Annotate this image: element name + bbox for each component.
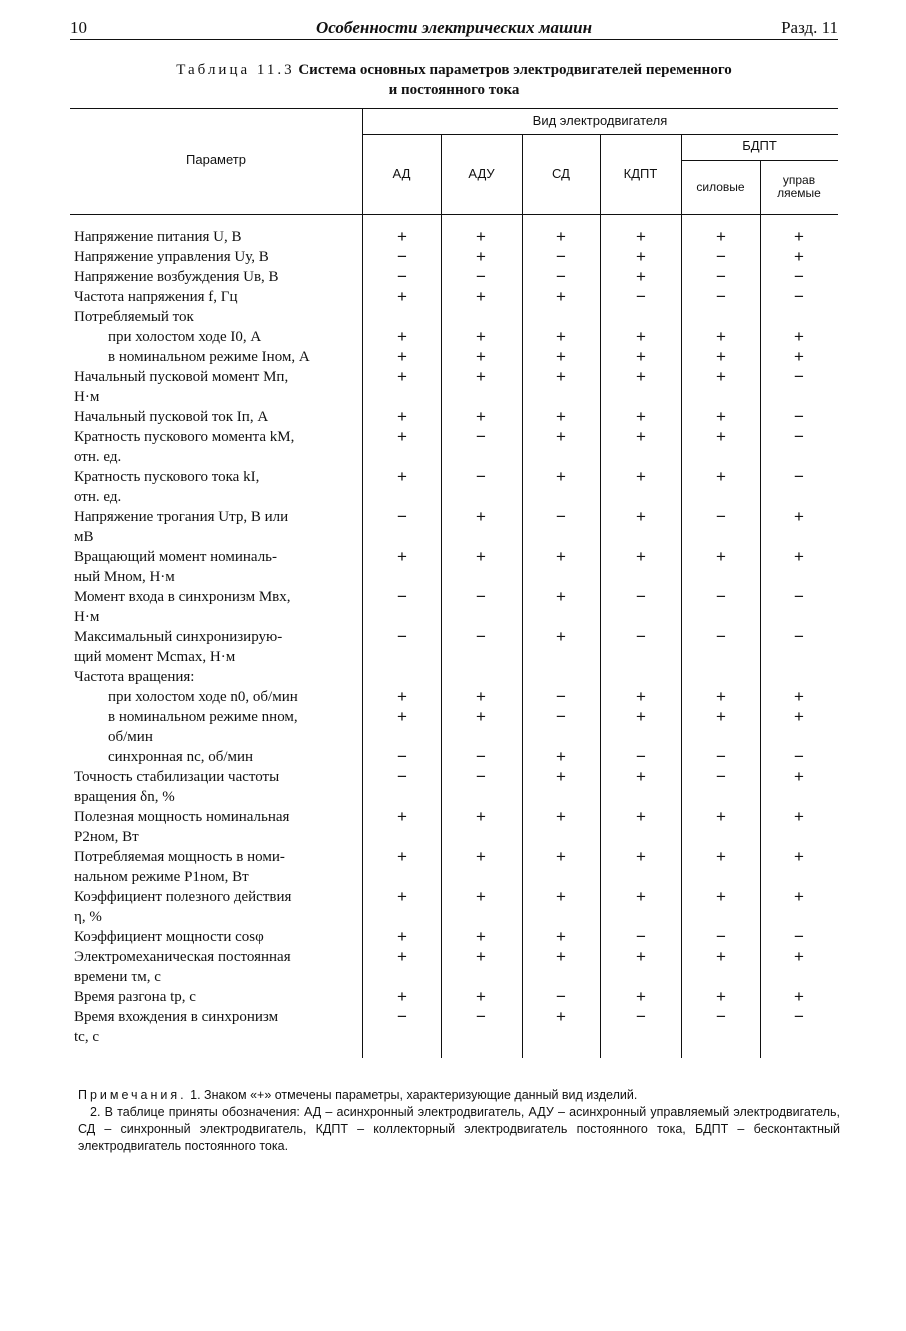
cell-mark: + [794,807,804,826]
cell-mark: + [716,947,726,966]
cell-mark: + [636,327,646,346]
cell-mark: + [397,467,407,486]
cell-mark: + [636,247,646,266]
header-param: Параметр [186,152,246,167]
cell-mark: + [476,947,486,966]
row-label [74,247,358,267]
cell-mark: − [794,747,804,766]
cell-mark: + [794,687,804,706]
cell-mark: + [397,347,407,366]
header-adu: АДУ [468,166,495,181]
cell-mark: − [556,707,566,726]
cell-mark: − [476,627,486,646]
cell-mark: + [556,1007,566,1026]
row-label [108,327,358,347]
cell-mark: − [716,1007,726,1026]
row-label [74,587,358,627]
cell-mark: − [556,507,566,526]
row-label-line: при холостом ходе I0, А [108,329,262,345]
cell-mark: − [716,247,726,266]
cell-mark: + [476,367,486,386]
cell-mark: + [556,327,566,346]
cell-mark: + [636,367,646,386]
cell-mark: + [476,507,486,526]
row-label-line: отн. ед. [74,489,122,505]
cell-mark: + [716,987,726,1006]
row-label-line: при холостом ходе n0, об/мин [108,689,298,705]
row-label-line: Начальный пусковой момент Мп, [74,369,289,385]
cell-mark: + [716,347,726,366]
row-label [74,847,358,887]
row-label-line: Частота напряжения f, Гц [74,289,238,305]
cell-mark: + [636,407,646,426]
cell-mark: + [794,327,804,346]
row-label-line: Коэффициент полезного действия [74,889,292,905]
row-label-line: Время разгона tр, с [74,989,196,1005]
cell-mark: + [556,807,566,826]
cell-mark: + [716,467,726,486]
cell-mark: + [794,847,804,866]
note-2: 2. В таблице приняты обозначения: АД – асинхронный электродвигатель, АДУ – асинхронный управляемый электродвигатель, СД – синхронный электродвигатель, КДПТ – коллекторный электродвигатель постоянного тока, БДПТ – бесконтактный электродвигатель постоянного тока. [78,1105,840,1153]
cell-mark: − [476,427,486,446]
row-label [74,267,358,287]
cell-mark: + [556,627,566,646]
cell-mark: + [556,767,566,786]
cell-mark: + [636,767,646,786]
cell-mark: + [794,227,804,246]
cell-mark: + [794,947,804,966]
row-label [74,927,358,947]
cell-mark: − [556,687,566,706]
cell-mark: + [397,687,407,706]
row-label [74,947,358,987]
cell-mark: + [716,887,726,906]
row-label [74,1007,358,1047]
cell-mark: − [794,1007,804,1026]
cell-mark: + [397,367,407,386]
row-label [74,807,358,847]
cell-mark: + [476,847,486,866]
cell-mark: + [397,327,407,346]
cell-mark: − [397,627,407,646]
row-label [74,287,358,307]
row-label-line: Потребляемая мощность в номи- [74,849,285,865]
notes-label: Примечания. [78,1088,187,1102]
cell-mark: − [716,507,726,526]
cell-mark: + [794,507,804,526]
cell-mark: − [716,747,726,766]
cell-mark: + [716,427,726,446]
cell-mark: + [476,247,486,266]
row-label-line: Н·м [74,609,100,625]
header-rule [70,39,838,40]
cell-mark: − [794,427,804,446]
row-label [74,667,358,687]
row-label-line: Напряжение управления Uу, В [74,249,269,265]
cell-mark: + [476,707,486,726]
cell-mark: + [794,547,804,566]
cell-mark: − [476,467,486,486]
cell-mark: + [556,927,566,946]
col-divider [441,134,442,1058]
row-label-line: Точность стабилизации частоты [74,769,280,785]
cell-mark: − [476,767,486,786]
cell-mark: + [397,287,407,306]
cell-mark: − [636,587,646,606]
col-divider [600,134,601,1058]
row-label [74,627,358,667]
row-label-line: мВ [74,529,94,545]
cell-mark: − [794,407,804,426]
table-caption [70,62,838,79]
cell-mark: − [716,587,726,606]
col-divider [760,160,761,1058]
cell-mark: + [476,807,486,826]
cell-mark: + [556,747,566,766]
cell-mark: − [397,587,407,606]
row-label-line: Кратность пускового тока kI, [74,469,260,485]
cell-mark: + [716,807,726,826]
cell-mark: + [636,227,646,246]
table-label: Таблица 11.3 [176,62,295,78]
header-ad: АД [392,166,411,181]
cell-mark: + [397,227,407,246]
row-label [74,227,358,247]
cell-mark: − [636,627,646,646]
header-bdpt-ctrl-2: ляемые [777,186,821,200]
cell-mark: + [556,227,566,246]
cell-mark: + [476,687,486,706]
row-label-line: tс, с [74,1029,99,1045]
col-divider [681,134,682,1058]
row-label-line: синхронная nс, об/мин [108,749,254,765]
header-bdpt-power: силовые [696,180,745,194]
row-label-line: ный Мном, Н·м [74,569,175,585]
row-label-line: в номинальном режиме Iном, А [108,349,310,365]
row-label-line: Коэффициент мощности cosφ [74,929,264,945]
row-label-line: об/мин [108,729,153,745]
cell-mark: + [794,987,804,1006]
cell-mark: + [556,347,566,366]
cell-mark: + [636,507,646,526]
cell-mark: − [716,287,726,306]
row-label-line: Момент входа в синхронизм Мвх, [74,589,291,605]
cell-mark: + [397,987,407,1006]
table-title-line2: и постоянного тока [388,82,520,98]
col-divider [522,134,523,1058]
cell-mark: + [716,707,726,726]
row-label [108,747,358,767]
cell-mark: + [636,347,646,366]
cell-mark: − [716,927,726,946]
cell-mark: − [794,587,804,606]
row-label [74,767,358,807]
row-label-line: η, % [74,909,102,925]
header-bdpt-ctrl-1: управ [782,173,816,187]
row-label-line: Начальный пусковой ток Iп, А [74,409,269,425]
row-label-line: Н·м [74,389,100,405]
cell-mark: − [794,287,804,306]
col-divider [362,108,363,1058]
cell-mark: + [794,767,804,786]
row-label [108,707,358,747]
cell-mark: − [556,267,566,286]
cell-mark: + [716,407,726,426]
row-label [74,467,358,507]
cell-mark: + [397,807,407,826]
cell-mark: + [636,547,646,566]
row-label [74,547,358,587]
cell-mark: + [794,247,804,266]
row-label [74,987,358,1007]
cell-mark: + [636,807,646,826]
row-label-line: Полезная мощность номинальная [74,809,290,825]
cell-mark: + [636,947,646,966]
header-bdpt-ctrl [760,174,838,200]
cell-mark: + [397,947,407,966]
row-label-line: в номинальном режиме nном, [108,709,298,725]
cell-mark: + [476,987,486,1006]
cell-mark: − [794,367,804,386]
cell-mark: + [556,587,566,606]
cell-mark: − [716,767,726,786]
cell-mark: − [397,247,407,266]
cell-mark: − [636,1007,646,1026]
row-label-line: Напряжение питания U, В [74,229,242,245]
cell-mark: − [397,767,407,786]
row-label-line: Время вхождения в синхронизм [74,1009,279,1025]
cell-mark: + [556,947,566,966]
cell-mark: + [794,887,804,906]
cell-mark: + [716,367,726,386]
cell-mark: + [397,427,407,446]
row-label [108,687,358,707]
cell-mark: + [716,327,726,346]
cell-mark: + [636,687,646,706]
cell-mark: − [476,1007,486,1026]
row-label-line: Электромеханическая постоянная [74,949,291,965]
cell-mark: + [716,547,726,566]
cell-mark: + [397,847,407,866]
row-label [108,347,358,367]
cell-mark: + [476,327,486,346]
cell-mark: − [794,267,804,286]
row-label [74,367,358,407]
cell-mark: + [556,467,566,486]
cell-mark: − [716,627,726,646]
table-title-line1: Система основных параметров электродвигателей переменного [298,62,732,78]
cell-mark: + [636,987,646,1006]
cell-mark: + [556,427,566,446]
cell-mark: − [794,627,804,646]
row-label-line: Кратность пускового момента kМ, [74,429,295,445]
note-1-text: 1. Знаком «+» отмечены параметры, характеризующие данный вид изделий. [190,1088,638,1102]
cell-mark: + [476,227,486,246]
row-label-line: Напряжение трогания Uтр, В или [74,509,289,525]
row-label [74,307,358,327]
cell-mark: + [397,547,407,566]
row-label [74,507,358,547]
cell-mark: + [556,547,566,566]
cell-mark: − [397,1007,407,1026]
cell-mark: − [476,747,486,766]
row-label-line: вращения δn, % [74,789,175,805]
cell-mark: − [636,927,646,946]
cell-mark: − [397,507,407,526]
row-label-line: Потребляемый ток [74,309,194,325]
cell-mark: + [397,927,407,946]
cell-mark: + [636,267,646,286]
notes [78,1087,840,1155]
cell-mark: + [794,347,804,366]
cell-mark: + [636,467,646,486]
row-label-line: отн. ед. [74,449,122,465]
note-1 [78,1087,840,1104]
cell-mark: − [476,267,486,286]
cell-mark: − [556,987,566,1006]
cell-mark: + [636,707,646,726]
cell-mark: + [636,427,646,446]
header-type-group: Вид электродвигателя [532,113,668,128]
row-label-line: Р2ном, Вт [74,829,139,845]
cell-mark: + [556,367,566,386]
cell-mark: + [636,887,646,906]
cell-mark: + [556,887,566,906]
cell-mark: − [556,247,566,266]
row-label-line: щий момент Мсmax, Н·м [74,649,236,665]
row-label-line: Напряжение возбуждения Uв, В [74,269,279,285]
cell-mark: + [476,347,486,366]
cell-mark: − [636,287,646,306]
page-number: 10 [70,18,87,37]
cell-mark: + [556,287,566,306]
cell-mark: + [476,927,486,946]
page-header [70,14,838,40]
row-label-line: времени τм, с [74,969,161,985]
cell-mark: + [794,707,804,726]
cell-mark: − [794,467,804,486]
header-kdpt: КДПТ [623,166,658,181]
row-label-line: Максимальный синхронизирую- [74,629,283,645]
cell-mark: + [556,407,566,426]
cell-mark: + [476,547,486,566]
cell-mark: + [716,847,726,866]
cell-mark: + [476,407,486,426]
cell-mark: + [716,687,726,706]
row-label-line: нальном режиме Р1ном, Вт [74,869,249,885]
row-label [74,427,358,467]
cell-mark: + [636,847,646,866]
cell-mark: + [476,887,486,906]
cell-mark: + [556,847,566,866]
row-label-line: Вращающий момент номиналь- [74,549,278,565]
cell-mark: + [397,407,407,426]
header-bottom-rule [70,214,838,215]
cell-mark: + [397,707,407,726]
running-title: Особенности электрических машин [315,18,593,37]
table-top-rule [70,108,838,109]
cell-mark: − [636,747,646,766]
cell-mark: − [397,747,407,766]
row-label [74,887,358,927]
row-label-line: Частота вращения: [74,669,195,685]
cell-mark: − [476,587,486,606]
section-label: Разд. 11 [781,18,838,37]
row-label [74,407,358,427]
cell-mark: + [397,887,407,906]
cell-mark: + [716,227,726,246]
header-bdpt: БДПТ [742,138,777,153]
cell-mark: + [476,287,486,306]
header-sd: СД [552,166,570,181]
cell-mark: − [716,267,726,286]
cell-mark: − [794,927,804,946]
cell-mark: − [397,267,407,286]
